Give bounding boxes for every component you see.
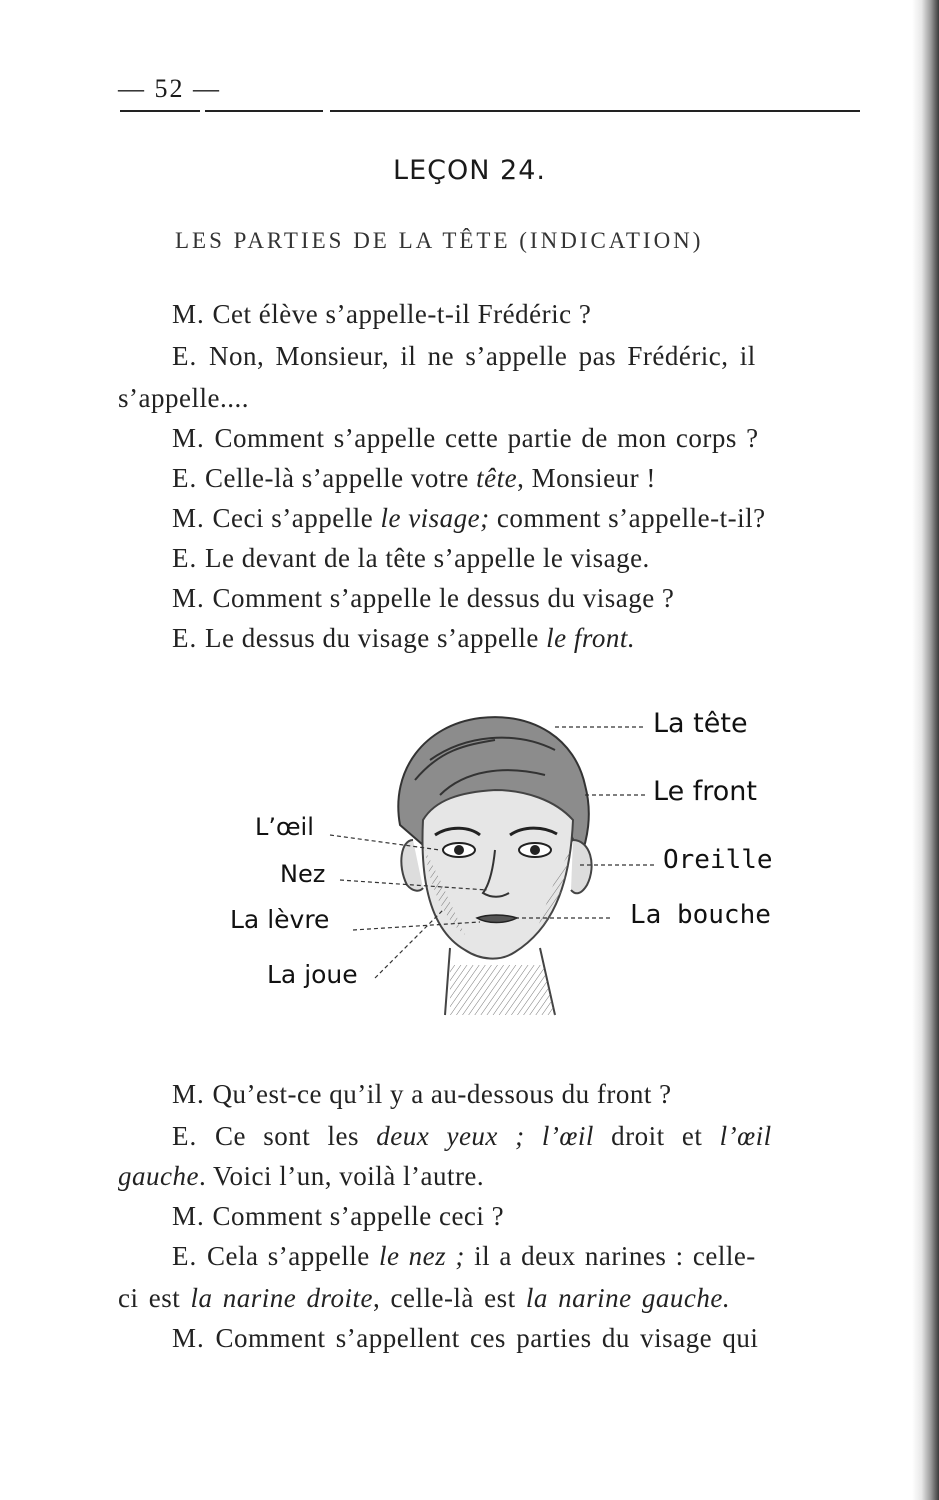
header-rule xyxy=(205,110,323,112)
label-cheek: La joue xyxy=(267,960,358,989)
label-mouth: La bouche xyxy=(630,900,771,930)
label-nose: Nez xyxy=(280,860,326,888)
dialogue-line xyxy=(172,1120,772,1152)
text-run: Comment s’appellent ces parties du visage qui xyxy=(215,1323,759,1353)
dialogue-line xyxy=(172,462,656,494)
italic-term: le front. xyxy=(546,623,636,653)
italic-term: le visage; xyxy=(380,503,490,533)
dialogue-line xyxy=(172,340,872,372)
text-run: E. xyxy=(172,1241,207,1271)
label-lip: La lèvre xyxy=(230,905,330,934)
text-run: M. xyxy=(172,503,213,533)
dialogue-line xyxy=(118,1282,730,1314)
text-run: , celle-là est xyxy=(372,1283,526,1313)
head-illustration xyxy=(225,700,825,1030)
text-run: , Monsieur ! xyxy=(517,463,656,493)
label-head: La tête xyxy=(653,708,748,739)
dialogue-line xyxy=(172,542,650,574)
lesson-subtitle: LES PARTIES DE LA TÊTE (INDICATION) xyxy=(175,228,704,253)
text-run: M. xyxy=(172,1079,213,1109)
page-edge-shadow xyxy=(912,0,939,1500)
dialogue-line xyxy=(172,1240,756,1272)
page-number: — 52 — xyxy=(118,74,221,103)
dialogue-line xyxy=(172,422,759,454)
text-run: Cet élève s’appelle-t-il Frédéric ? xyxy=(212,299,592,329)
text-run: Le devant de la tête s’appelle le visage. xyxy=(205,543,650,573)
text-run: Non, Monsieur, il ne s’appelle pas Frédéric, il xyxy=(209,341,756,371)
text-run: Ce sont les xyxy=(215,1121,377,1151)
text-run: M. xyxy=(172,1323,216,1353)
text-run: s’appelle.... xyxy=(118,383,249,413)
dialogue-line xyxy=(172,1200,504,1232)
text-run: Qu’est-ce qu’il y a au-dessous du front ? xyxy=(212,1079,672,1109)
label-ear: Oreille xyxy=(663,845,773,875)
text-run: Le dessus du visage s’appelle xyxy=(205,623,547,653)
text-run: M. xyxy=(172,1201,213,1231)
dialogue-line xyxy=(172,622,635,654)
text-run: M. xyxy=(172,299,213,329)
text-run: il a deux narines : celle- xyxy=(464,1241,756,1271)
dialogue-line xyxy=(118,382,249,414)
text-run: Ceci s’appelle xyxy=(212,503,381,533)
italic-term: gauche xyxy=(118,1161,199,1191)
label-eye: L’œil xyxy=(255,813,314,841)
lesson-title: LEÇON 24. xyxy=(393,155,546,186)
header-rule xyxy=(120,110,200,112)
text-run: Comment s’appelle cette partie de mon corps ? xyxy=(214,423,759,453)
text-run: comment s’appelle-t-il? xyxy=(489,503,766,533)
text-run: E. xyxy=(172,341,209,371)
text-run: Cela s’appelle xyxy=(207,1241,379,1271)
italic-term: deux yeux ; l’œil xyxy=(376,1121,594,1151)
text-run: M. xyxy=(172,583,213,613)
text-run: droit et xyxy=(593,1121,720,1151)
italic-term: tête xyxy=(476,463,518,493)
dialogue-line xyxy=(172,502,766,534)
text-run: E. xyxy=(172,623,205,653)
dialogue-line xyxy=(172,582,674,614)
label-forehead: Le front xyxy=(653,776,757,807)
text-run: E. xyxy=(172,463,205,493)
text-run: M. xyxy=(172,423,215,453)
header-rule xyxy=(330,110,860,112)
italic-term: le nez ; xyxy=(378,1241,465,1271)
italic-term: l’œil xyxy=(719,1121,772,1151)
text-run: Comment s’appelle le dessus du visage ? xyxy=(212,583,675,613)
text-run: E. xyxy=(172,543,205,573)
text-run: Comment s’appelle ceci ? xyxy=(212,1201,505,1231)
text-run: Celle-là s’appelle votre xyxy=(205,463,477,493)
italic-term: la narine gauche. xyxy=(525,1283,731,1313)
text-run: . Voici l’un, voilà l’autre. xyxy=(198,1161,485,1191)
dialogue-line xyxy=(172,298,872,330)
dialogue-line xyxy=(172,1078,672,1110)
text-run: ci est xyxy=(118,1283,191,1313)
dialogue-line xyxy=(172,1322,758,1354)
italic-term: la narine droite xyxy=(190,1283,373,1313)
dialogue-line xyxy=(118,1160,484,1192)
text-run: E. xyxy=(172,1121,215,1151)
